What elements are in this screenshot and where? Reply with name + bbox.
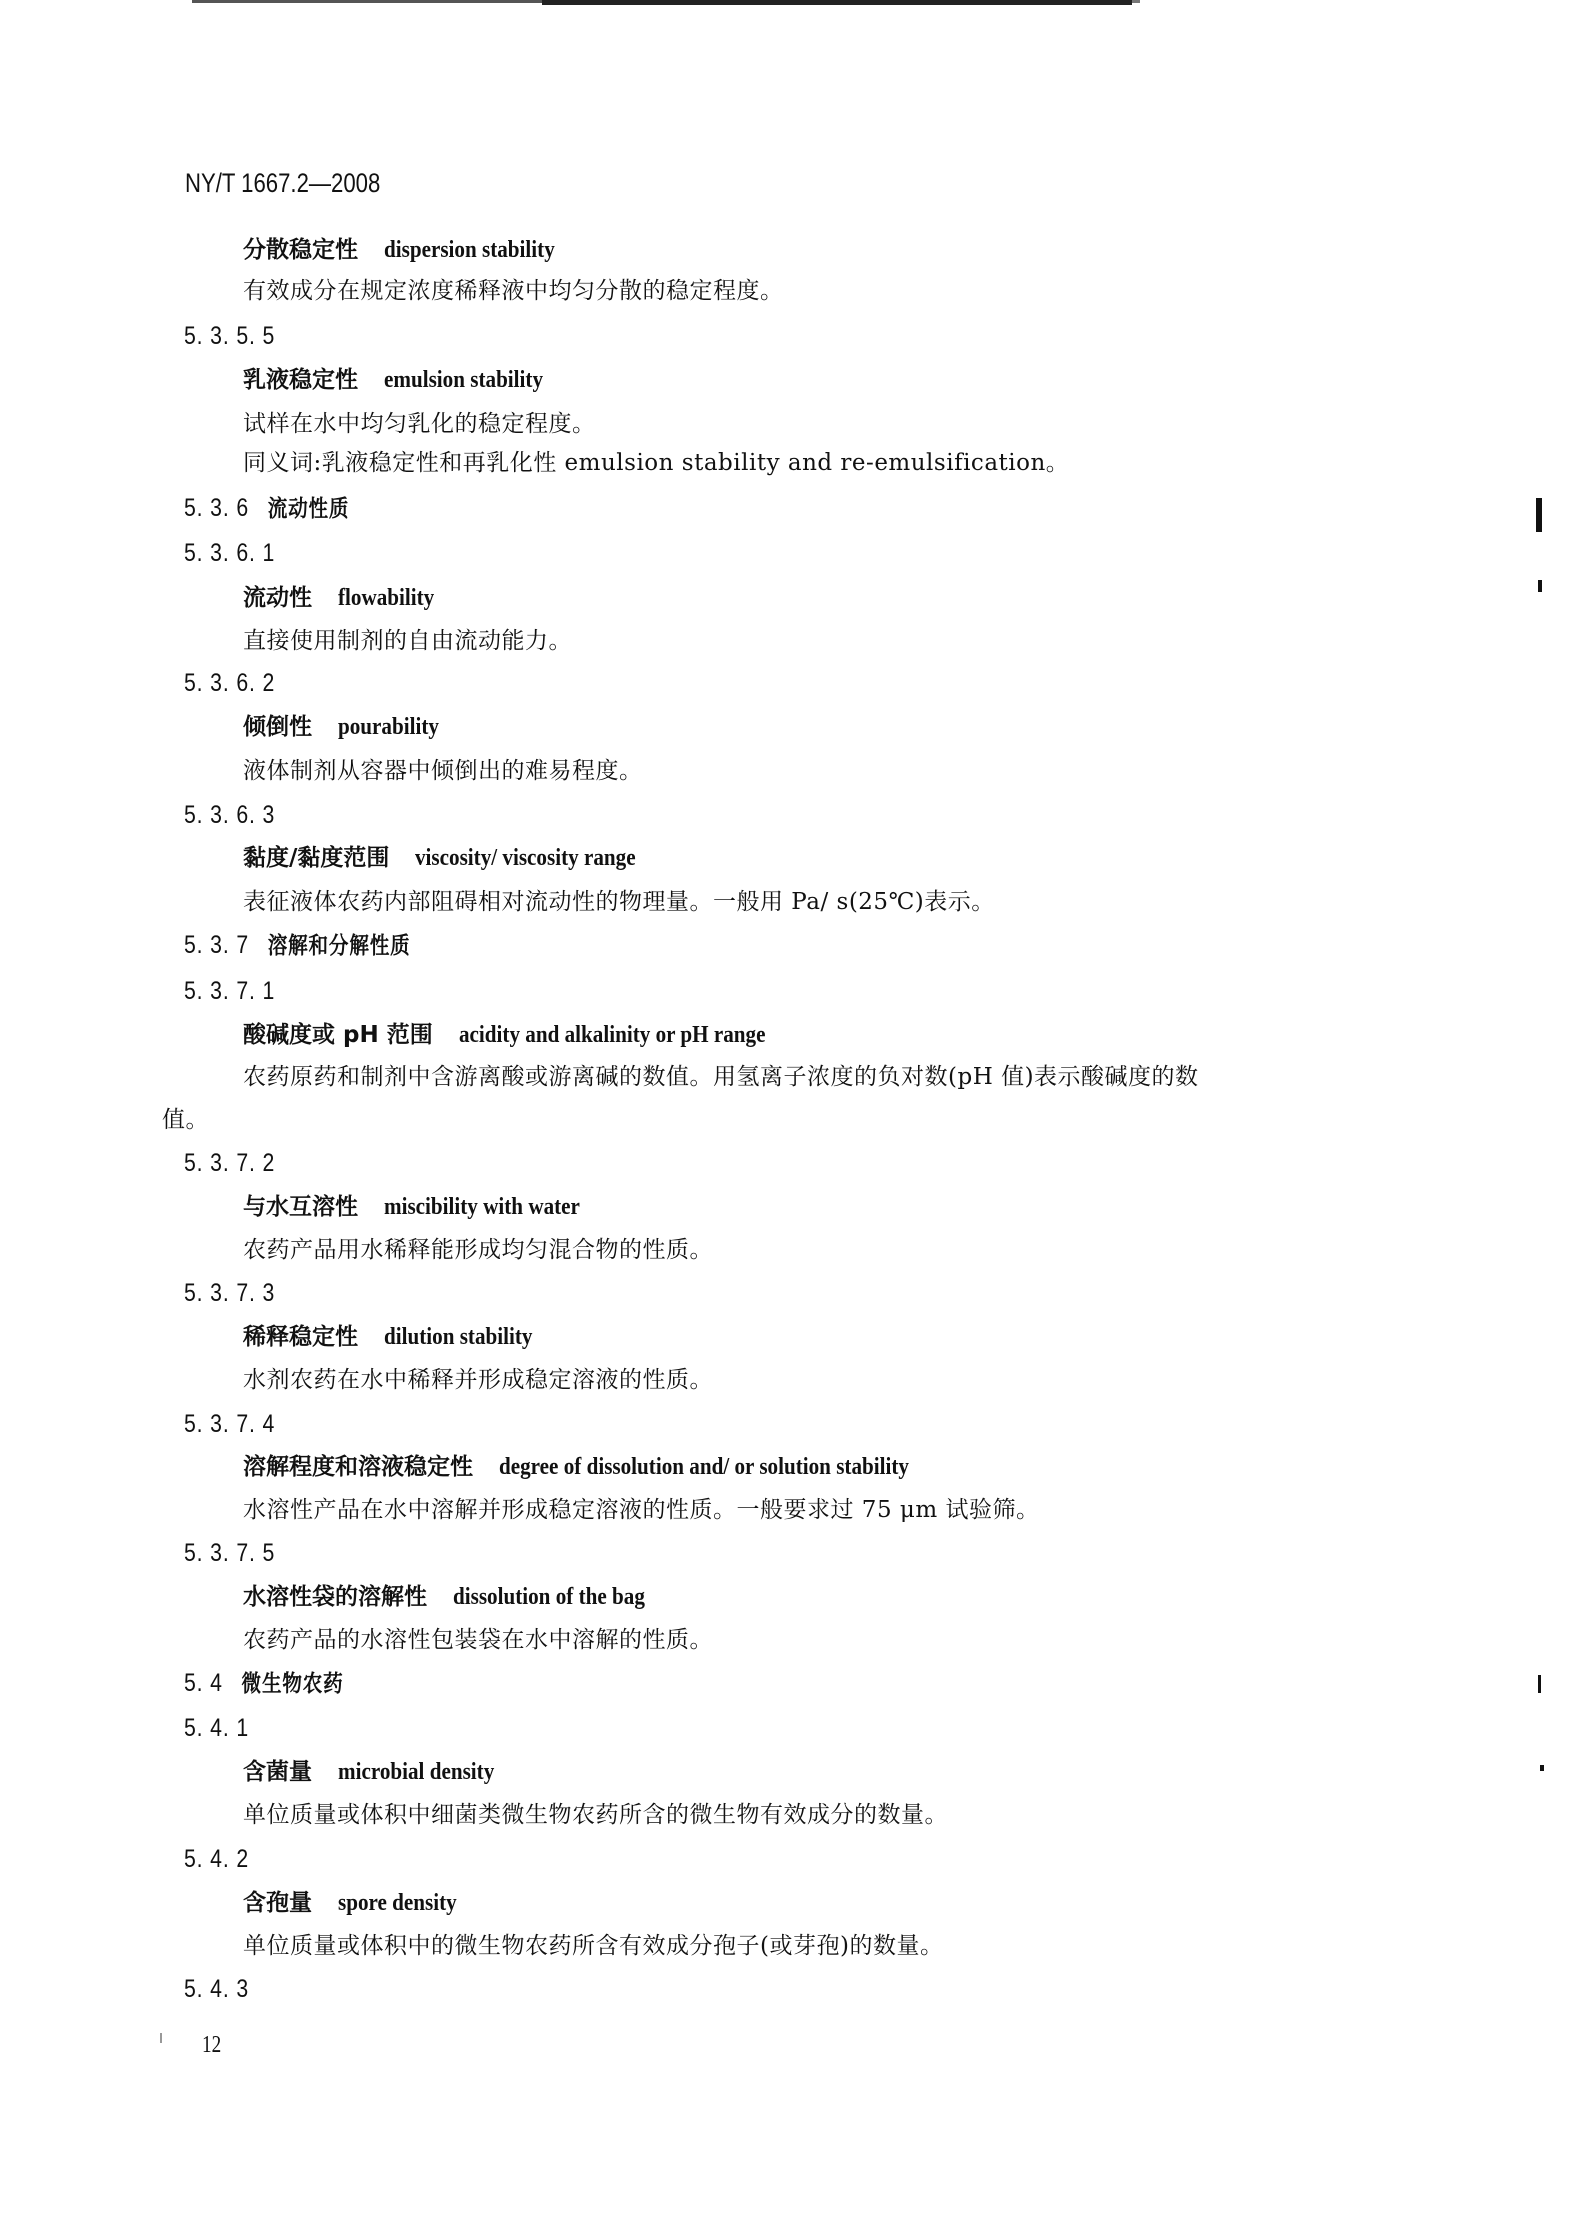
clause-number-text: 5. 4. 3 <box>184 1975 250 2003</box>
definition-text: 表征液体农药内部阻碍相对流动性的物理量。一般用 Pa/ s(25℃)表示。 <box>243 889 995 915</box>
section-title: 微生物农药 <box>241 1671 344 1697</box>
top-border-line <box>1132 0 1140 3</box>
term-entry <box>243 365 565 395</box>
definition-text: 水溶性产品在水中溶解并形成稳定溶液的性质。一般要求过 75 μm 试验筛。 <box>243 1497 1040 1523</box>
definition-text: 试样在水中均匀乳化的稳定程度。 <box>243 411 596 437</box>
clause-number <box>184 1278 275 1308</box>
clause-number-text: 5. 3. 6 <box>184 494 250 522</box>
definition-text: 农药产品的水溶性包装袋在水中溶解的性质。 <box>243 1627 713 1653</box>
term-chinese: 倾倒性 <box>243 714 312 740</box>
scan-artifact <box>1536 498 1542 532</box>
scan-artifact <box>1540 1765 1544 1771</box>
term-chinese: 流动性 <box>243 585 312 611</box>
clause-number <box>184 668 275 698</box>
definition-text: 同义词:乳液稳定性和再乳化性 emulsion stability and re-emulsification。 <box>243 450 1070 476</box>
clause-number-text: 5. 3. 6. 3 <box>184 801 276 829</box>
clause-number-text: 5. 4. 1 <box>184 1714 250 1742</box>
standard-code-header: NY/T 1667.2—2008 <box>185 168 381 198</box>
term-chinese: 溶解程度和溶液稳定性 <box>243 1454 473 1480</box>
term-english: miscibility with water <box>384 1194 580 1220</box>
term-english: spore density <box>338 1890 457 1916</box>
page-number: 12 <box>202 2032 222 2058</box>
term-english: degree of dissolution and/ or solution stability <box>499 1454 909 1480</box>
section-heading <box>184 1668 344 1699</box>
definition-text: 单位质量或体积中细菌类微生物农药所含的微生物有效成分的数量。 <box>243 1802 948 1828</box>
term-entry <box>243 1322 553 1352</box>
clause-number <box>184 1538 275 1568</box>
term-chinese: 水溶性袋的溶解性 <box>243 1584 427 1610</box>
section-heading <box>184 493 349 524</box>
definition-text: 值。 <box>162 1107 209 1133</box>
clause-number-text: 5. 3. 6. 2 <box>184 669 276 697</box>
clause-number-text: 5. 4 <box>184 1669 223 1697</box>
term-english: flowability <box>338 585 435 611</box>
term-chinese: 黏度/黏度范围 <box>243 845 390 871</box>
term-entry <box>243 583 447 613</box>
term-entry <box>243 1757 516 1787</box>
clause-number <box>184 800 275 830</box>
term-english: dispersion stability <box>384 237 555 263</box>
term-english: viscosity/ viscosity range <box>415 845 636 871</box>
term-chinese: 酸碱度或 pH 范围 <box>243 1022 433 1048</box>
term-english: pourability <box>338 714 439 740</box>
definition-text: 水剂农药在水中稀释并形成稳定溶液的性质。 <box>243 1367 713 1393</box>
term-entry <box>243 1888 473 1918</box>
term-chinese: 含孢量 <box>243 1890 312 1916</box>
clause-number-text: 5. 3. 5. 5 <box>184 322 276 350</box>
top-border-line <box>542 0 1132 5</box>
clause-number <box>184 1844 249 1874</box>
scan-artifact <box>1538 1675 1541 1693</box>
term-english: acidity and alkalinity or pH range <box>458 1022 766 1048</box>
definition-text: 农药产品用水稀释能形成均匀混合物的性质。 <box>243 1237 713 1263</box>
term-entry <box>243 1452 965 1482</box>
clause-number-text: 5. 3. 7. 1 <box>184 977 276 1005</box>
clause-number-text: 5. 3. 7. 2 <box>184 1149 276 1177</box>
clause-number-text: 5. 4. 2 <box>184 1845 250 1873</box>
clause-number <box>184 321 275 351</box>
clause-number <box>184 976 275 1006</box>
section-title: 溶解和分解性质 <box>267 933 411 959</box>
definition-text: 液体制剂从容器中倾倒出的难易程度。 <box>243 758 643 784</box>
clause-number <box>184 1974 249 2004</box>
term-english: dilution stability <box>384 1324 533 1350</box>
clause-number-text: 5. 3. 7. 4 <box>184 1410 276 1438</box>
term-entry <box>243 1192 607 1222</box>
top-border-line <box>192 0 542 3</box>
definition-text: 农药原药和制剂中含游离酸或游离碱的数值。用氢离子浓度的负对数(pH 值)表示酸碱度的数 <box>243 1064 1199 1090</box>
term-english: microbial density <box>338 1759 495 1785</box>
term-chinese: 与水互溶性 <box>243 1194 358 1220</box>
clause-number <box>184 1713 249 1743</box>
term-chinese: 含菌量 <box>243 1759 312 1785</box>
scan-artifact <box>160 2033 162 2043</box>
term-entry <box>243 1582 671 1612</box>
clause-number <box>184 538 275 568</box>
term-entry <box>243 712 453 742</box>
definition-text: 单位质量或体积中的微生物农药所含有效成分孢子(或芽孢)的数量。 <box>243 1933 944 1959</box>
clause-number-text: 5. 3. 7 <box>184 931 250 959</box>
definition-text: 直接使用制剂的自由流动能力。 <box>243 628 572 654</box>
term-entry <box>243 235 578 265</box>
clause-number-text: 5. 3. 7. 3 <box>184 1279 276 1307</box>
clause-number <box>184 1148 275 1178</box>
scan-artifact <box>1538 580 1542 592</box>
section-title: 流动性质 <box>267 496 350 522</box>
term-chinese: 乳液稳定性 <box>243 367 358 393</box>
term-chinese: 分散稳定性 <box>243 237 358 263</box>
term-chinese: 稀释稳定性 <box>243 1324 358 1350</box>
section-heading <box>184 930 411 961</box>
clause-number <box>184 1409 275 1439</box>
term-entry <box>243 1020 807 1050</box>
term-entry <box>243 843 666 873</box>
clause-number-text: 5. 3. 6. 1 <box>184 539 276 567</box>
definition-text: 有效成分在规定浓度稀释液中均匀分散的稳定程度。 <box>243 278 784 304</box>
term-english: emulsion stability <box>384 367 544 393</box>
clause-number-text: 5. 3. 7. 5 <box>184 1539 276 1567</box>
term-english: dissolution of the bag <box>453 1584 645 1610</box>
